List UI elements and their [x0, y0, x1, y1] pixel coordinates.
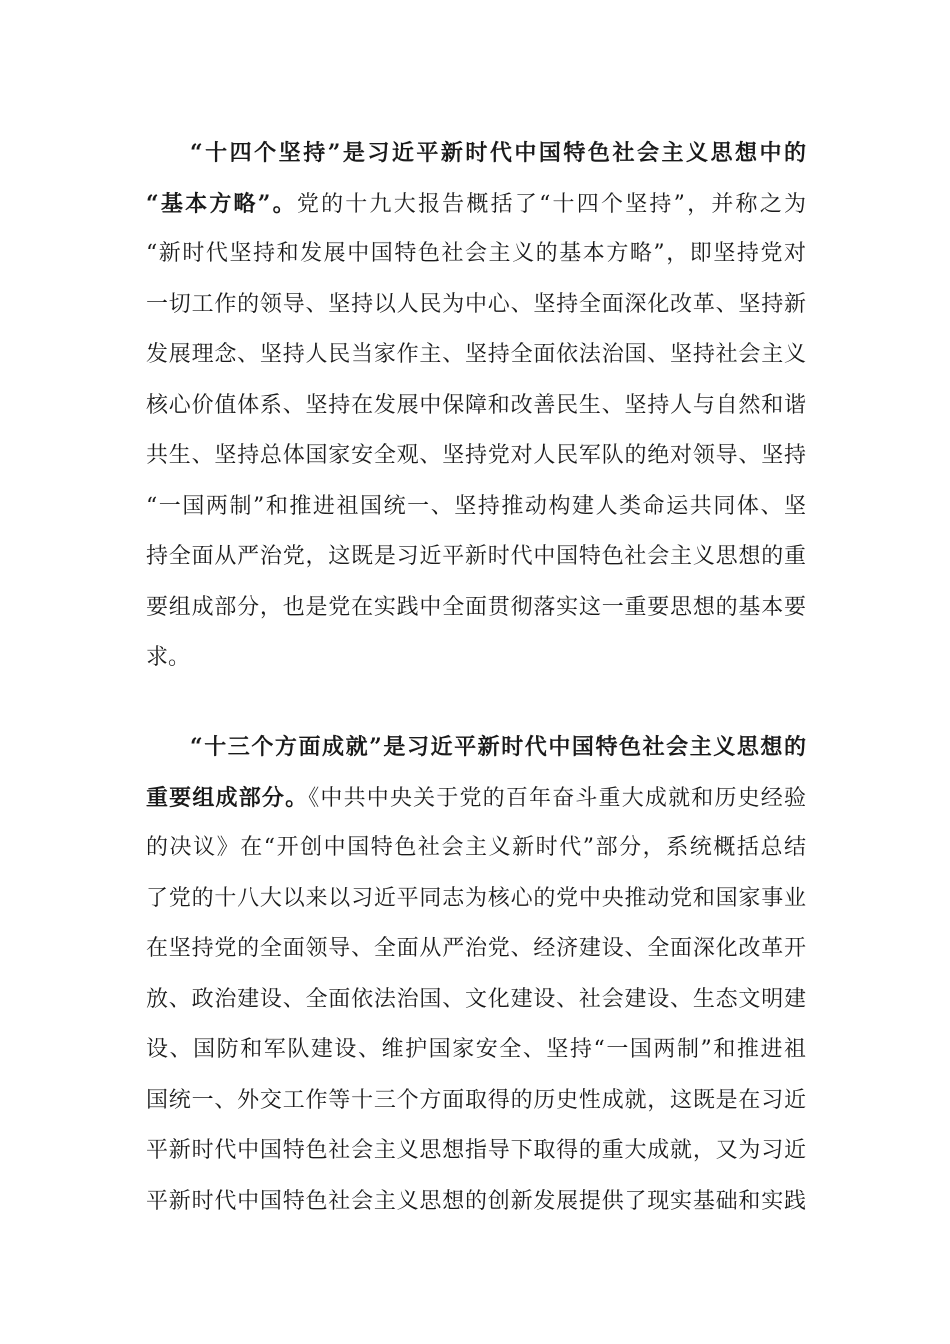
text-line	[146, 975, 806, 1026]
text-line	[146, 482, 806, 533]
text-line	[146, 874, 806, 925]
text-line	[146, 1126, 806, 1177]
text-run: 持全面从严治党，这既是习近平新时代中国特色社会主义思想的重	[146, 544, 806, 569]
text-line	[146, 532, 806, 583]
paragraph-fourteen-persistences	[146, 128, 806, 684]
text-line	[146, 229, 806, 280]
text-line	[146, 1025, 806, 1076]
bold-text-run: 重要组成部分。	[146, 784, 309, 811]
paragraph-thirteen-achievements	[146, 722, 806, 1227]
text-run: 了党的十八大以来以习近平同志为核心的党中央推动党和国家事业	[146, 885, 806, 911]
text-run: 《中共中央关于党的百年奋斗重大成就和历史经验	[308, 785, 806, 811]
text-line	[146, 1076, 806, 1127]
text-run: “新时代坚持和发展中国特色社会主义的基本方略”，即坚持党对	[146, 241, 806, 266]
text-line	[146, 722, 806, 773]
text-run: 党的十九大报告概括了“十四个坚持”，并称之为	[296, 191, 806, 217]
text-run: 核心价值体系、坚持在发展中保障和改善民生、坚持人与自然和谐	[146, 392, 806, 418]
text-run: 求。	[146, 645, 191, 670]
text-run: 共生、坚持总体国家安全观、坚持党对人民军队的绝对领导、坚持	[146, 443, 806, 468]
bold-text-run: “基本方略”。	[146, 190, 297, 217]
text-run: 发展理念、坚持人民当家作主、坚持全面依法治国、坚持社会主义	[146, 342, 806, 367]
text-run: 设、国防和军队建设、维护国家安全、坚持“一国两制”和推进祖	[146, 1037, 806, 1062]
text-run: 平新时代中国特色社会主义思想指导下取得的重大成就，又为习近	[146, 1138, 806, 1163]
text-line	[146, 583, 806, 634]
text-run: 在坚持党的全面领导、全面从严治党、经济建设、全面深化改革开	[146, 936, 806, 961]
text-line	[146, 773, 806, 824]
text-line	[146, 381, 806, 432]
text-run: 放、政治建设、全面依法治国、文化建设、社会建设、生态文明建	[146, 986, 806, 1012]
text-run: “一国两制”和推进祖国统一、坚持推动构建人类命运共同体、坚	[146, 493, 806, 519]
text-line	[146, 633, 806, 684]
text-run: 平新时代中国特色社会主义思想的创新发展提供了现实基础和实践	[146, 1188, 806, 1214]
text-line	[146, 924, 806, 975]
text-run: 一切工作的领导、坚持以人民为中心、坚持全面深化改革、坚持新	[146, 291, 806, 317]
text-line	[146, 823, 806, 874]
text-run: 的决议》在“开创中国特色社会主义新时代”部分，系统概括总结	[146, 835, 806, 860]
text-line	[146, 128, 806, 179]
bold-text-run: “十三个方面成就”是习近平新时代中国特色社会主义思想的	[190, 734, 806, 760]
text-line	[146, 1177, 806, 1228]
bold-text-run: “十四个坚持”是习近平新时代中国特色社会主义思想中的	[190, 140, 806, 166]
text-run: 国统一、外交工作等十三个方面取得的历史性成就，这既是在习近	[146, 1087, 806, 1113]
text-line	[146, 179, 806, 230]
text-line	[146, 431, 806, 482]
text-run: 要组成部分，也是党在实践中全面贯彻落实这一重要思想的基本要	[146, 594, 806, 620]
text-line	[146, 280, 806, 331]
text-line	[146, 330, 806, 381]
